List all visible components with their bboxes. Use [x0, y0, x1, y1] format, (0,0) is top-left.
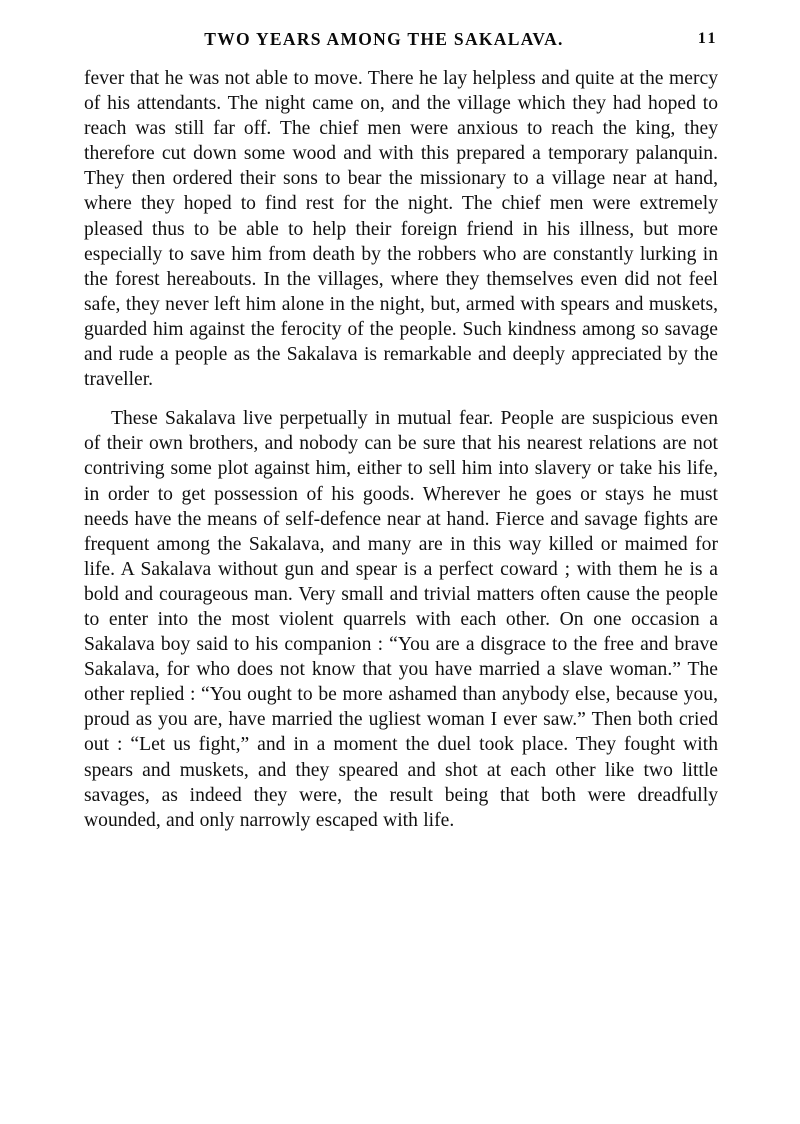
paragraph-sakalava-mutual-fear: These Sakalava live perpetually in mutual fear. People are suspicious even of their own brothers, and nobody can be sure that his nearest relations are not contriving some plot against him, either to sell him into slavery or take his life, in order to get possession of his goods. Wherever he goes or stays he must needs have the means of self-defence near at hand. Fierce and savage fights are frequent among the Sakalava, and many are in this way killed or maimed for life. A Sakalava without gun and spear is a perfect coward ; with them he is a bold and courageous man. Very small and trivial matters often cause the people to enter into the most violent quarrels with each other. On one occasion a Sakalava boy said to his companion : “You are a disgrace to the free and brave Sakalava, for who does not know that you have married a slave woman.” The other replied : “You ought to be more ashamed than anybody else, because you, proud as you are, have married the ugliest woman I ever saw.” Then both cried out : “Let us fight,” and in a moment the duel took place. They fought with spears and muskets, and they speared and shot at each other like two little savages, as indeed they were, the result being that both were dreadfully wounded, and only narrowly escaped with life. — [84, 408, 718, 831]
body-text-block — [84, 66, 718, 833]
running-head — [84, 28, 718, 52]
paragraph-continued: fever that he was not able to move. There he lay helpless and quite at the mercy of his attendants. The night came on, and the village which they had hoped to reach was still far off. The chief men were anxious to reach the king, they therefore cut down some wood and with this prepared a temporary palanquin. They then ordered their sons to bear the missionary to a village near at hand, where they hoped to find rest for the night. The chief men were extremely pleased thus to be able to help their foreign friend in his illness, but more especially to save him from death by the robbers who are constantly lurking in the forest hereabouts. In the villages, where they themselves even did not feel safe, they never left him alone in the night, but, armed with spears and muskets, guarded him against the ferocity of the people. Such kindness among so savage and rude a people as the Sakalava is remarkable and deeply appreciated by the traveller. — [84, 68, 718, 391]
page-number: 11 — [697, 30, 718, 47]
running-head-title: TWO YEARS AMONG THE SAKALAVA. — [204, 29, 564, 49]
